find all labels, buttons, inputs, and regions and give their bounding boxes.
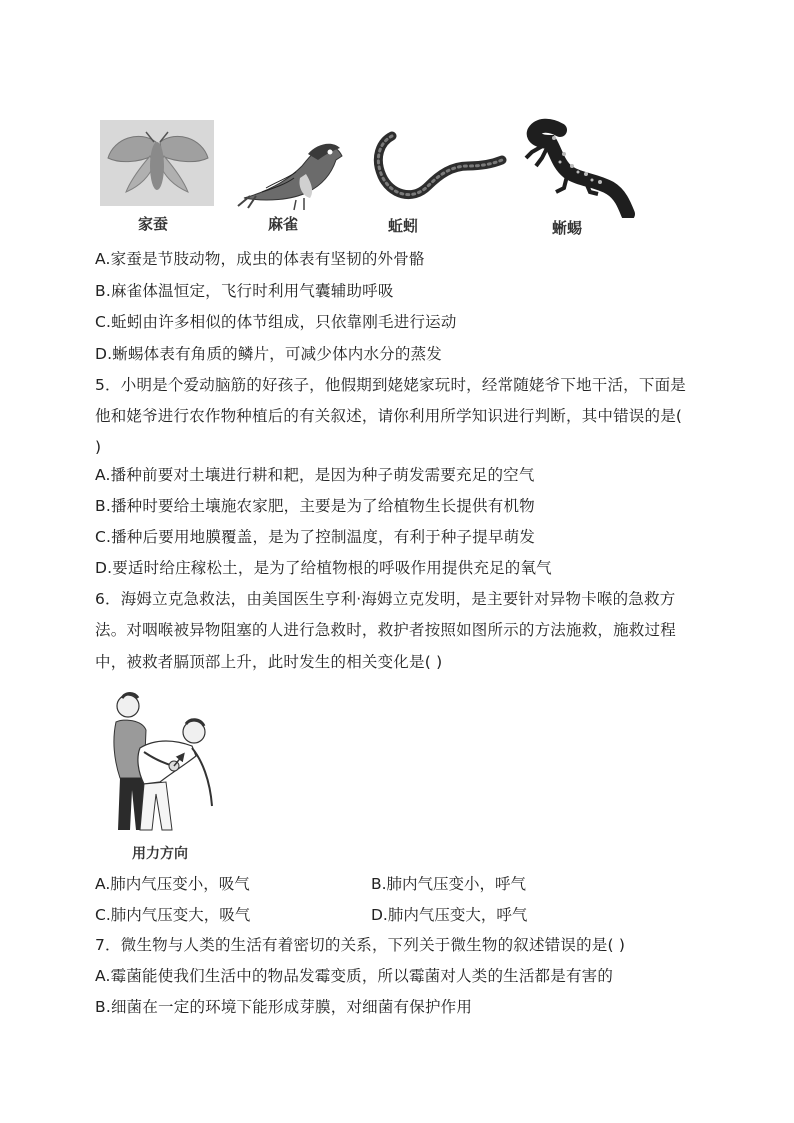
animals-figure [100,118,640,238]
q6-stem-line2: 法。对咽喉被异物阻塞的人进行急救时，救护者按照如图所示的方法施救，施救过程 [95,621,676,639]
earthworm-image [368,128,508,208]
lizard-image [520,118,640,218]
heimlich-caption: 用力方向 [132,846,188,862]
q4-option-a[interactable]: A.家蚕是节肢动物，成虫的体表有坚韧的外骨骼 [95,250,425,268]
q7-option-b[interactable]: B.细菌在一定的环境下能形成芽膜，对细菌有保护作用 [95,998,473,1016]
q6-option-b[interactable]: B.肺内气压变小，呼气 [371,875,527,893]
q5-option-d[interactable]: D.要适时给庄稼松土，是为了给植物根的呼吸作用提供充足的氧气 [95,559,552,577]
q5-stem-line3: ) [95,438,102,456]
q6-stem-line1: 6．海姆立克急救法，由美国医生亨利·海姆立克发明，是主要针对异物卡喉的急救方 [95,590,676,608]
heimlich-figure [100,690,220,865]
q4-option-d[interactable]: D.蜥蜴体表有角质的鳞片，可减少体内水分的蒸发 [95,345,442,363]
q5-stem-line1: 5．小明是个爱动脑筋的好孩子，他假期到姥姥家玩时，经常随姥爷下地干活，下面是 [95,376,686,394]
q6-stem-line3: 中，被救者膈顶部上升，此时发生的相关变化是( ) [95,653,443,671]
q5-stem-line2: 他和姥爷进行农作物种植后的有关叙述，请你利用所学知识进行判断，其中错误的是( [95,407,683,425]
earthworm-label: 蚯蚓 [388,217,419,235]
sparrow-label: 麻雀 [268,215,299,233]
q6-option-c[interactable]: C.肺内气压变大，吸气 [95,906,251,924]
q6-option-d[interactable]: D.肺内气压变大，呼气 [371,906,528,924]
q5-option-a[interactable]: A.播种前要对土壤进行耕和耙，是因为种子萌发需要充足的空气 [95,466,535,484]
q5-option-b[interactable]: B.播种时要给土壤施农家肥，主要是为了给植物生长提供有机物 [95,497,535,515]
lizard-label: 蜥蜴 [552,219,583,237]
q5-option-c[interactable]: C.播种后要用地膜覆盖，是为了控制温度，有利于种子提早萌发 [95,528,536,546]
q7-stem-line1: 7．微生物与人类的生活有着密切的关系，下列关于微生物的叙述错误的是( ) [95,936,626,954]
q4-option-b[interactable]: B.麻雀体温恒定，飞行时利用气囊辅助呼吸 [95,282,394,300]
silkworm-label: 家蚕 [138,215,169,233]
silkworm-moth-image [100,120,214,206]
q6-option-a[interactable]: A.肺内气压变小，吸气 [95,875,250,893]
q4-option-c[interactable]: C.蚯蚓由许多相似的体节组成，只依靠刚毛进行运动 [95,313,457,331]
q7-option-a[interactable]: A.霉菌能使我们生活中的物品发霉变质，所以霉菌对人类的生活都是有害的 [95,967,614,985]
q6-options [95,873,715,933]
sparrow-image [236,126,346,212]
